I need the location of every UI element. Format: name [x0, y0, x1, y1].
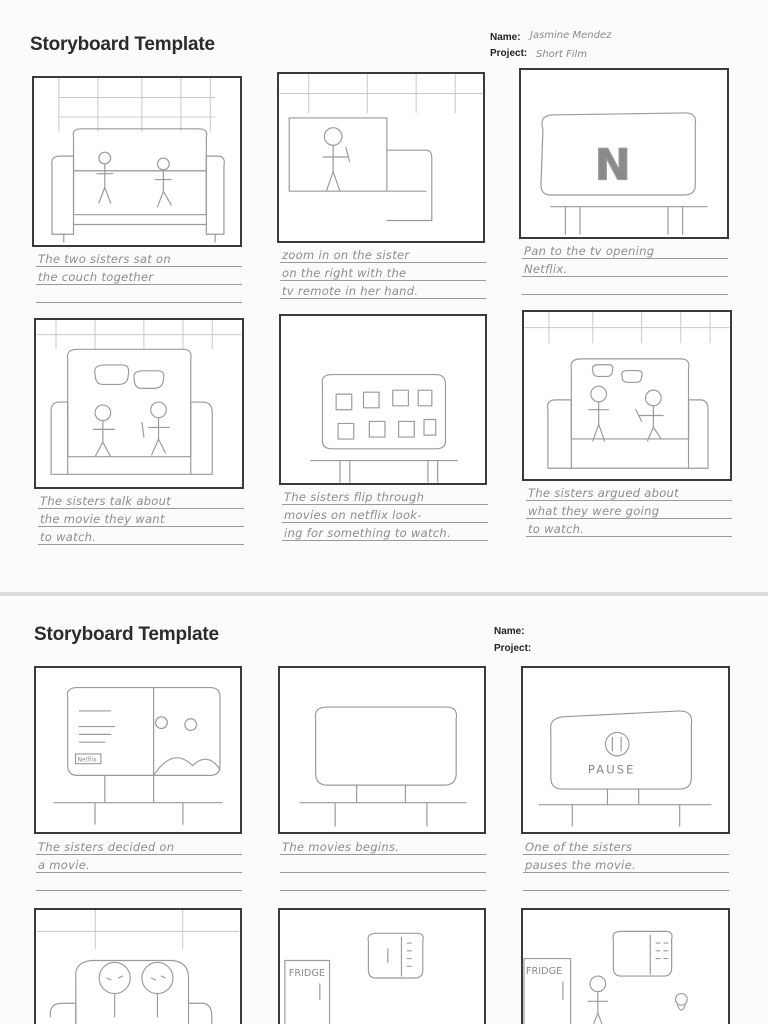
project-label: Project:: [490, 48, 528, 59]
storyboard-panel-5: [279, 314, 487, 485]
sisters-argue-sketch: [524, 312, 730, 479]
fridge-label-sketch: FRIDGE: [288, 968, 326, 980]
panel-4-caption: The sisters talk about the movie they want to watch.: [38, 494, 244, 548]
storyboard-panel-3: [519, 68, 729, 239]
movie-paused-sketch: [523, 668, 728, 832]
storyboard-sheet-2: [0, 596, 768, 1024]
sisters-talk-sketch: [36, 320, 242, 487]
storyboard-panel-12: [521, 908, 730, 1024]
kitchen-sister-sketch: [523, 910, 728, 1024]
panel-3-caption: Pan to the tv opening Netflix.: [522, 244, 728, 298]
storyboard-panel-2: [277, 72, 485, 243]
kitchen-sketch: [280, 910, 484, 1024]
storyboard-panel-8: [278, 666, 486, 834]
name-label: Name:: [494, 626, 525, 637]
storyboard-panel-10: [34, 908, 242, 1024]
movie-selected-sketch: [36, 668, 240, 832]
name-label: Name:: [490, 32, 521, 43]
name-value: Jasmine Mendez: [530, 30, 612, 41]
panel-1-caption: The two sisters sat on the couch together: [36, 252, 242, 306]
sisters-closeup-sketch: [36, 910, 240, 1024]
project-label: Project:: [494, 643, 532, 654]
storyboard-panel-9: [521, 666, 730, 834]
sheet-title: Storyboard Template: [34, 624, 219, 645]
panel-2-caption: zoom in on the sister on the right with the tv remote in her hand.: [280, 248, 486, 302]
netflix-tag-sketch: Netflix: [77, 757, 97, 764]
panel-8-caption: The movies begins.: [280, 840, 486, 894]
fridge-label-sketch: FRIDGE: [525, 966, 563, 978]
panel-6-caption: The sisters argued about what they were going to watch.: [526, 486, 732, 540]
storyboard-panel-6: [522, 310, 732, 481]
storyboard-panel-7: [34, 666, 242, 834]
sheet-title: Storyboard Template: [30, 34, 215, 55]
pause-label-sketch: PAUSE: [587, 762, 636, 777]
netflix-logo-sketch: N: [594, 140, 631, 191]
tv-netflix-sketch: [521, 70, 727, 237]
storyboard-panel-1: [32, 76, 242, 247]
storyboard-panel-4: [34, 318, 244, 489]
zoom-sister-sketch: [279, 74, 483, 241]
project-value: Short Film: [536, 49, 588, 60]
storyboard-panel-11: [278, 908, 486, 1024]
panel-5-caption: The sisters flip through movies on netflix look- ing for something to watch.: [282, 490, 488, 544]
movie-begins-sketch: [280, 668, 484, 832]
panel-9-caption: One of the sisters pauses the movie.: [523, 840, 729, 894]
netflix-browse-sketch: [281, 316, 485, 483]
panel-7-caption: The sisters decided on a movie.: [36, 840, 242, 894]
couch-sketch: [34, 78, 240, 245]
